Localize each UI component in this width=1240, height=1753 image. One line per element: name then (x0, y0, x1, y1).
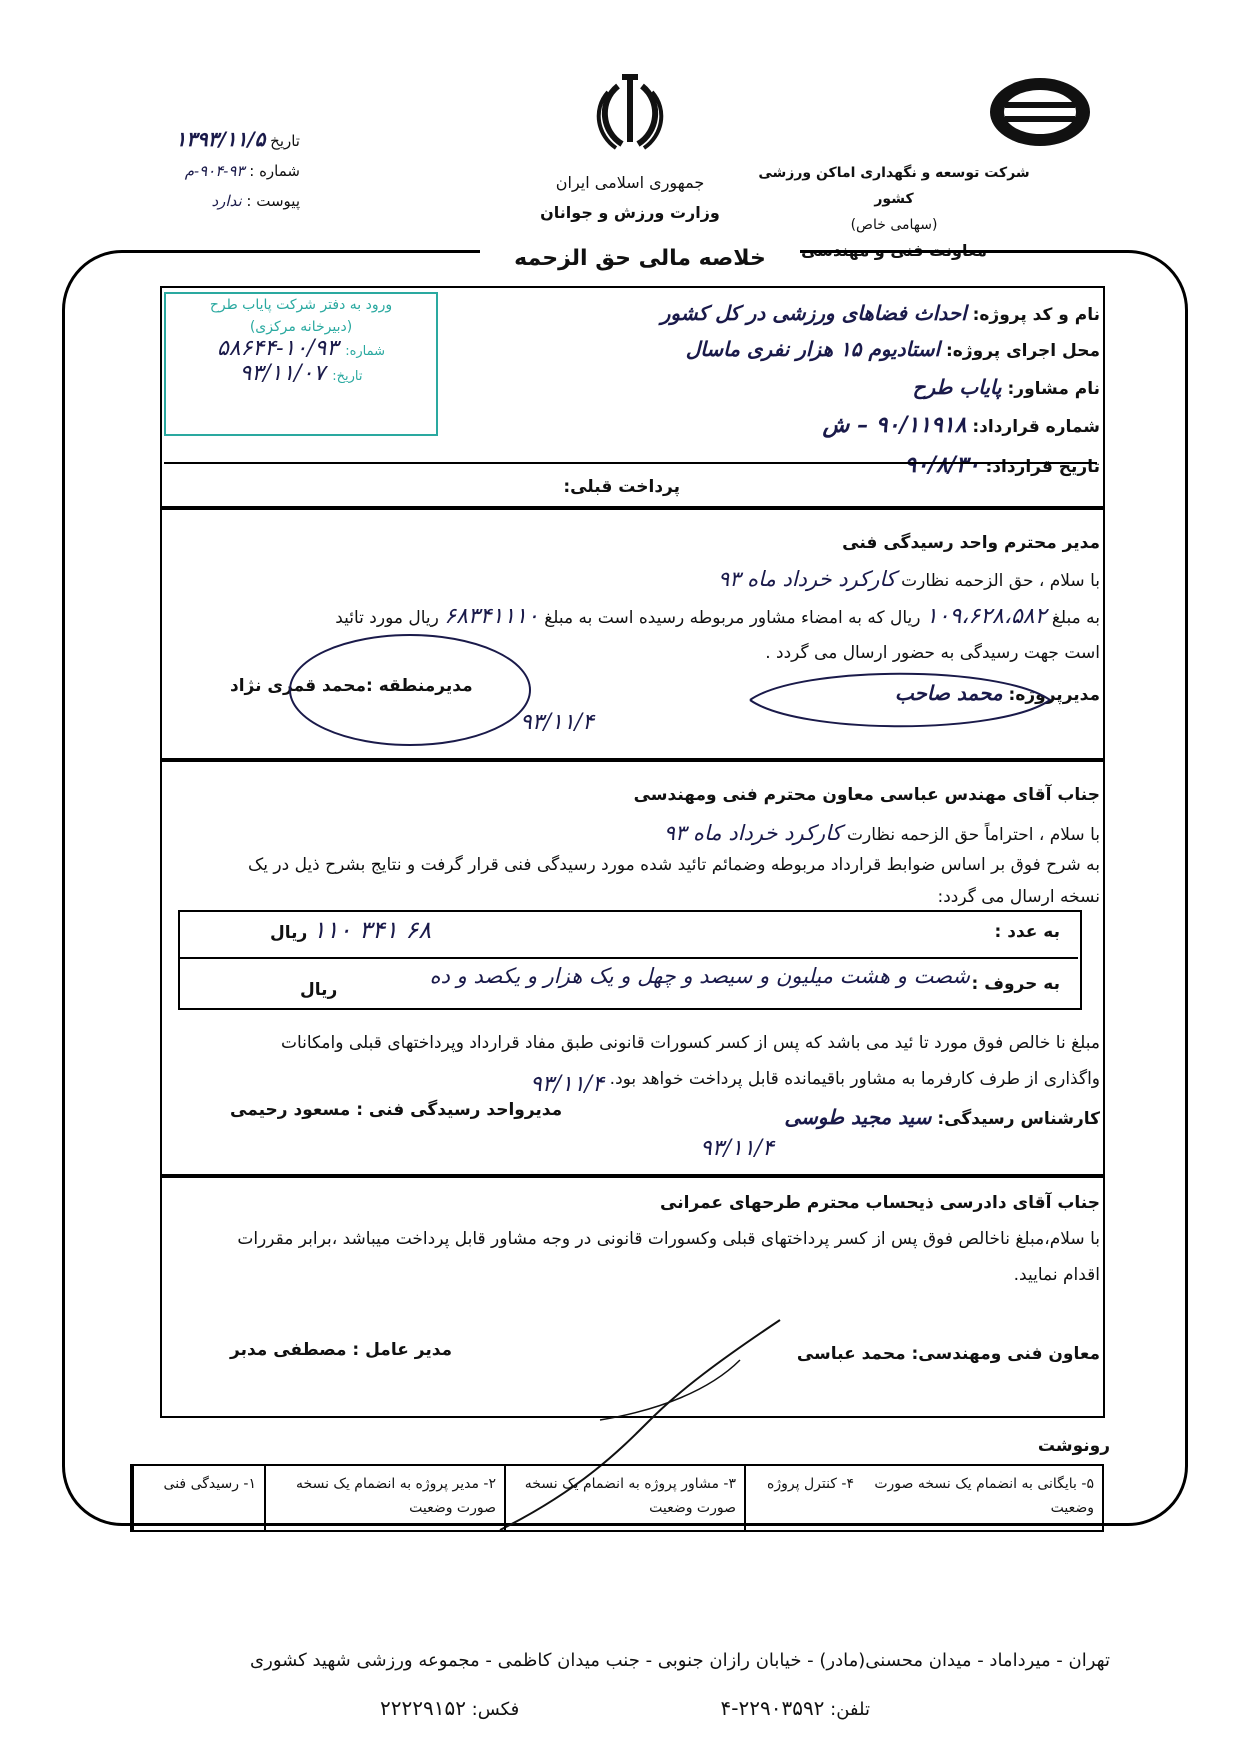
technical-note1: مبلغ نا خالص فوق مورد تا ئید می باشد که پس از کسر کسورات قانونی طبق مفاد قرارداد وپرداختهای قبلی وامکانات (280, 1033, 1100, 1053)
distribution-item: ۱- رسیدگی فنی (132, 1466, 264, 1530)
date-label: تاریخ (270, 132, 300, 150)
region-manager: مدیرمنطقه :محمد قمری نژاد (230, 676, 473, 696)
project-manager-signature-loop (740, 660, 1060, 740)
stamp-number-line (166, 338, 436, 363)
stamp-line2: (دبیرخانه مرکزی) (249, 319, 353, 335)
unit-manager: مدیرواحد رسیدگی فنی : مسعود رحیمی (230, 1100, 563, 1120)
footer-fax-label: فکس: (471, 1699, 520, 1720)
stamp-date-label: تاریخ: (332, 369, 363, 384)
finance-line1: با سلام،مبلغ ناخالص فوق پس از کسر پرداختهای قبلی وکسورات قانونی در وجه مشاور قابل پرداخت میباشد ،برابر مقررات (237, 1229, 1100, 1249)
attachment-label: پیوست : (246, 192, 300, 210)
review-line1-text: با سلام ، حق الزحمه نظارت (901, 571, 1100, 591)
consultant-value: پایاب طرح (912, 375, 1002, 399)
numeric-unit: ریال (270, 923, 308, 943)
contract-number-row (823, 412, 1101, 440)
company-type: (سهامی خاص) (850, 217, 938, 233)
technical-line1 (664, 820, 1100, 848)
reviewer-label: کارشناس رسیدگی: (937, 1109, 1100, 1129)
number-label: شماره : (249, 162, 300, 180)
distribution-table (130, 1464, 1104, 1532)
stamp-date-value: ۹۳/۱۱/۰۷ (239, 361, 326, 386)
stamp-number-label: شماره: (345, 344, 386, 359)
review-line2-a: به مبلغ (1051, 608, 1100, 628)
letter-meta (60, 124, 300, 216)
department: معاونت فنی و مهندسی (801, 241, 987, 260)
words-amount-row (430, 964, 970, 988)
attachment-line (60, 186, 300, 216)
contract-date-label: تاریخ قرارداد: (985, 457, 1100, 477)
receipt-stamp (164, 292, 438, 436)
document-title: خلاصه مالی حق الزحمه (480, 246, 800, 271)
project-name-row (661, 300, 1100, 328)
review-amount-gross: ۱۰۹،۶۲۸،۵۸۲ (925, 604, 1047, 629)
number-line (60, 156, 300, 186)
footer-fax: ۲۲۲۲۹۱۵۲ (380, 1696, 466, 1720)
contract-number-value: ۹۰/۱۱۹۱۸ – ش (822, 412, 967, 438)
company-logo (985, 72, 1095, 152)
technical-hand-date2: ۹۳/۱۱/۴ (700, 1136, 774, 1161)
review-sign-date: ۹۳/۱۱/۴ (520, 710, 594, 735)
distribution-item: ۳- مشاور پروژه به انضمام یک نسخه صورت وضعیت (504, 1466, 744, 1530)
country-name: جمهوری اسلامی ایران (555, 173, 705, 192)
ceo-signer: مدیر عامل : مصطفی مدبر (230, 1340, 453, 1360)
ministry-name: وزارت ورزش و جوانان (540, 203, 720, 222)
footer-address: تهران - میرداماد - میدان محسنی(مادر) - خیابان رازان جنوبی - جنب میدان کاظمی - مجموعه ورزشی شهید کشوری (250, 1650, 1110, 1671)
project-location-value: استادیوم ۱۵ هزار نفری ماسال (685, 337, 941, 361)
reviewer-row (784, 1104, 1100, 1132)
numeric-amount-row (270, 916, 431, 944)
review-line1-hand: کارکرد خرداد ماه ۹۳ (717, 567, 896, 591)
words-amount-value: شصت و هشت میلیون و سیصد و چهل و یک هزار و یکصد و ده (429, 964, 970, 988)
review-line3: است جهت رسیدگی به حضور ارسال می گردد . (765, 643, 1100, 663)
technical-hand-date1: ۹۳/۱۱/۴ (530, 1072, 604, 1097)
stamp-number-value: ۱۰/۹۳-۵۸۶۴۴ (216, 336, 339, 361)
number-value: ۹۳-۹۰۴-م (184, 162, 245, 180)
project-manager-label: مدیرپروژه: (1008, 685, 1100, 705)
consultant-row (913, 374, 1100, 402)
distribution-title: رونوشت (1037, 1436, 1110, 1456)
emblem-icon (588, 72, 672, 156)
date-line (60, 124, 300, 156)
footer-phone-label: تلفن: (830, 1699, 870, 1720)
distribution-item: ۴- کنترل پروژه (744, 1466, 862, 1530)
reviewer-signature: سید مجید طوسی (784, 1105, 932, 1129)
project-location-row (686, 336, 1100, 364)
project-location-label: محل اجرای پروژه: (946, 341, 1100, 361)
numeric-label: به عدد : (994, 922, 1060, 942)
region-manager-signature-loop (280, 620, 540, 760)
footer-fax-row (380, 1696, 519, 1720)
review-line2-b: ریال که به امضاء مشاور مربوطه رسیده است به مبلغ (544, 608, 921, 628)
distribution-item: ۲- مدیر پروژه به انضمام یک نسخه صورت وضعیت (264, 1466, 504, 1530)
date-value: ۱۳۹۳/۱۱/۵ (175, 127, 266, 151)
technical-line1-hand: کارکرد خرداد ماه ۹۳ (663, 821, 842, 845)
finance-addressee: جناب آقای دادرسی ذیحساب محترم طرحهای عمرانی (660, 1193, 1100, 1213)
words-unit: ریال (300, 980, 338, 1000)
project-name-label: نام و کد پروژه: (972, 305, 1100, 325)
technical-note2: واگذاری از طرف کارفرما به مشاور باقیمانده قابل پرداخت خواهد بود. (609, 1069, 1100, 1089)
footer-phone-row (721, 1696, 870, 1720)
finance-line2: اقدام نمایید. (1013, 1265, 1100, 1285)
stamp-line1: ورود به دفتر شرکت پایاب طرح (209, 297, 393, 313)
attachment-value: ندارد (211, 192, 242, 210)
contract-date-value: ۹۰/۸/۳۰ (904, 452, 980, 478)
review-amount-approved: ۶۸۳۴۱۱۱۰ (444, 604, 539, 629)
company-name: شرکت توسعه و نگهداری اماکن ورزشی کشور (758, 165, 1030, 207)
technical-addressee: جناب آقای مهندس عباسی معاون محترم فنی ومهندسی (633, 785, 1100, 805)
consultant-label: نام مشاور: (1007, 379, 1100, 399)
review-line1 (718, 566, 1100, 594)
technical-line2: به شرح فوق بر اساس ضوابط قرارداد مربوطه وضمائم تائید شده مورد رسیدگی فنی قرار گرفت و نتایج بشرح ذیل در یک (248, 855, 1100, 875)
previous-payment-label: پرداخت قبلی: (563, 477, 680, 497)
project-name-value: احداث فضاهای ورزشی در کل کشور (660, 301, 967, 325)
contract-number-label: شماره قرارداد: (972, 417, 1100, 437)
ministry-header (540, 168, 720, 228)
review-line2-c: ریال مورد تائید (335, 608, 439, 628)
review-addressee: مدیر محترم واحد رسیدگی فنی (842, 533, 1100, 553)
footer-phone: ۲۲۹۰۳۵۹۲-۴ (720, 1696, 825, 1720)
distribution-item: ۵- بایگانی به انضمام یک نسخه صورت وضعیت (874, 1476, 1094, 1516)
deputy-signer: معاون فنی ومهندسی: محمد عباسی (796, 1344, 1100, 1364)
amount-separator (178, 957, 1078, 959)
technical-line3: نسخه ارسال می گردد: (937, 887, 1100, 907)
technical-line1-text: با سلام ، احتراماً حق الزحمه نظارت (847, 825, 1100, 845)
project-manager-signature: محمد صاحب (894, 681, 1003, 705)
words-label: به حروف : (971, 974, 1060, 994)
numeric-amount-value: ۶۸ ۳۴۱ ۱۱۰ (312, 916, 432, 944)
stamp-date-line (166, 363, 436, 388)
